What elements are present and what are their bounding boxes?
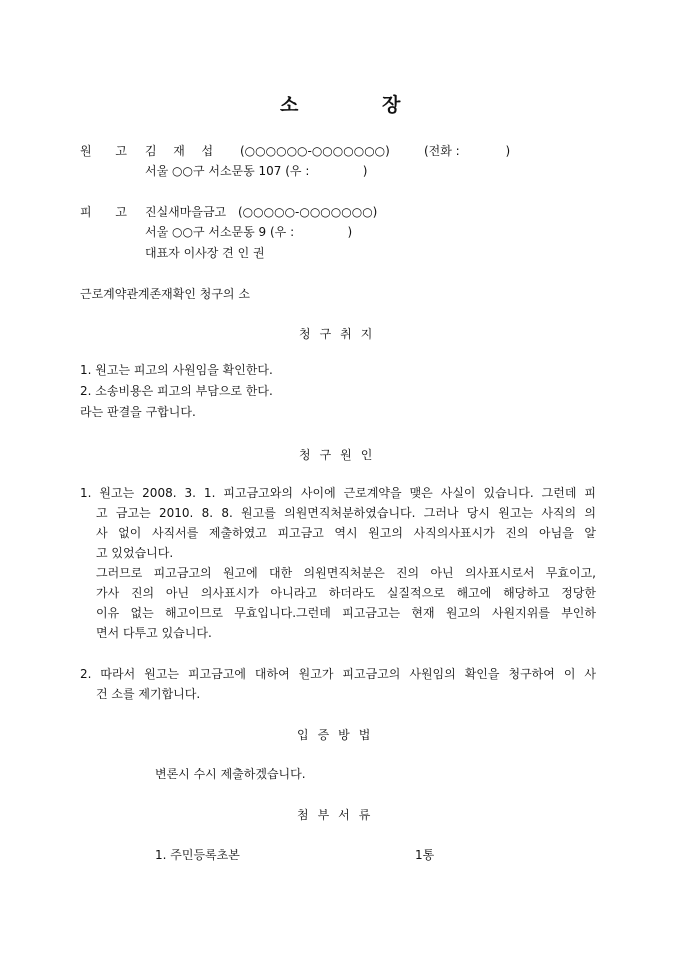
defendant-address: 서울 ○○구 서소문동 9 (우 : )	[145, 225, 353, 239]
claim-cause-line: 건 소를 제기합니다.	[96, 687, 201, 701]
title-char-1: 소	[280, 94, 299, 116]
claim-cause-line: 고 있었습니다.	[96, 546, 174, 560]
attachment-item-count: 1통	[415, 848, 435, 862]
plaintiff-role: 원 고	[80, 144, 137, 158]
evidence-text: 변론시 수시 제출하겠습니다.	[155, 767, 306, 781]
defendant-representative: 대표자 이사장 견 인 권	[145, 246, 265, 260]
attachment-item-name: 1. 주민등록초본	[155, 848, 240, 862]
evidence-heading: 입증방법	[297, 728, 380, 742]
claim-purpose-item: 2. 소송비용은 피고의 부담으로 한다.	[80, 384, 273, 398]
claim-cause-line: 2. 따라서 원고는 피고금고에 대하여 원고가 피고금고의 사원임의 확인을 청구하여 이 사	[80, 667, 596, 681]
attachments-heading: 첨부서류	[297, 808, 380, 822]
title-char-2: 장	[382, 94, 401, 116]
claim-cause-line: 그러므로 피고금고의 원고에 대한 의원면직처분은 진의 아닌 의사표시로서 무효이고,	[96, 566, 596, 580]
plaintiff-name: 김 재 섭	[145, 144, 217, 158]
claim-cause-line: 고 금고는 2010. 8. 8. 원고를 의원면직처분하였습니다. 그러나 당시 원고는 사직의 의	[96, 506, 596, 520]
claim-cause-line: 1. 원고는 2008. 3. 1. 피고금고와의 사이에 근로계약을 맺은 사실이 있습니다. 그런데 피	[80, 486, 596, 500]
defendant-name: 진실새마을금고	[145, 205, 227, 219]
claim-purpose-heading: 청구취지	[299, 327, 382, 341]
claim-cause-line: 가사 진의 아닌 의사표시가 아니라고 하더라도 실질적으로 해고에 해당하고 정당한	[96, 586, 596, 600]
claim-cause-line: 사 없이 사직서를 제출하였고 피고금고 역시 원고의 사직의사표시가 진의 아님을 알	[96, 526, 596, 540]
defendant-id-number: (○○○○○-○○○○○○○)	[238, 205, 378, 219]
defendant-role: 피 고	[80, 205, 137, 219]
case-name: 근로계약관계존재확인 청구의 소	[80, 287, 250, 301]
claim-cause-heading: 청구원인	[299, 448, 382, 462]
plaintiff-address: 서울 ○○구 서소문동 107 (우 : )	[145, 164, 368, 178]
claim-purpose-item: 라는 판결을 구합니다.	[80, 405, 196, 419]
claim-cause-line: 이유 없는 해고이므로 무효입니다.그런데 피고금고는 현재 원고의 사원지위를 부인하	[96, 606, 596, 620]
plaintiff-id-number: (○○○○○○-○○○○○○○)	[240, 144, 390, 158]
claim-purpose-item: 1. 원고는 피고의 사원임을 확인한다.	[80, 363, 273, 377]
claim-cause-line: 면서 다투고 있습니다.	[96, 626, 212, 640]
plaintiff-phone: (전화 : )	[424, 144, 511, 158]
